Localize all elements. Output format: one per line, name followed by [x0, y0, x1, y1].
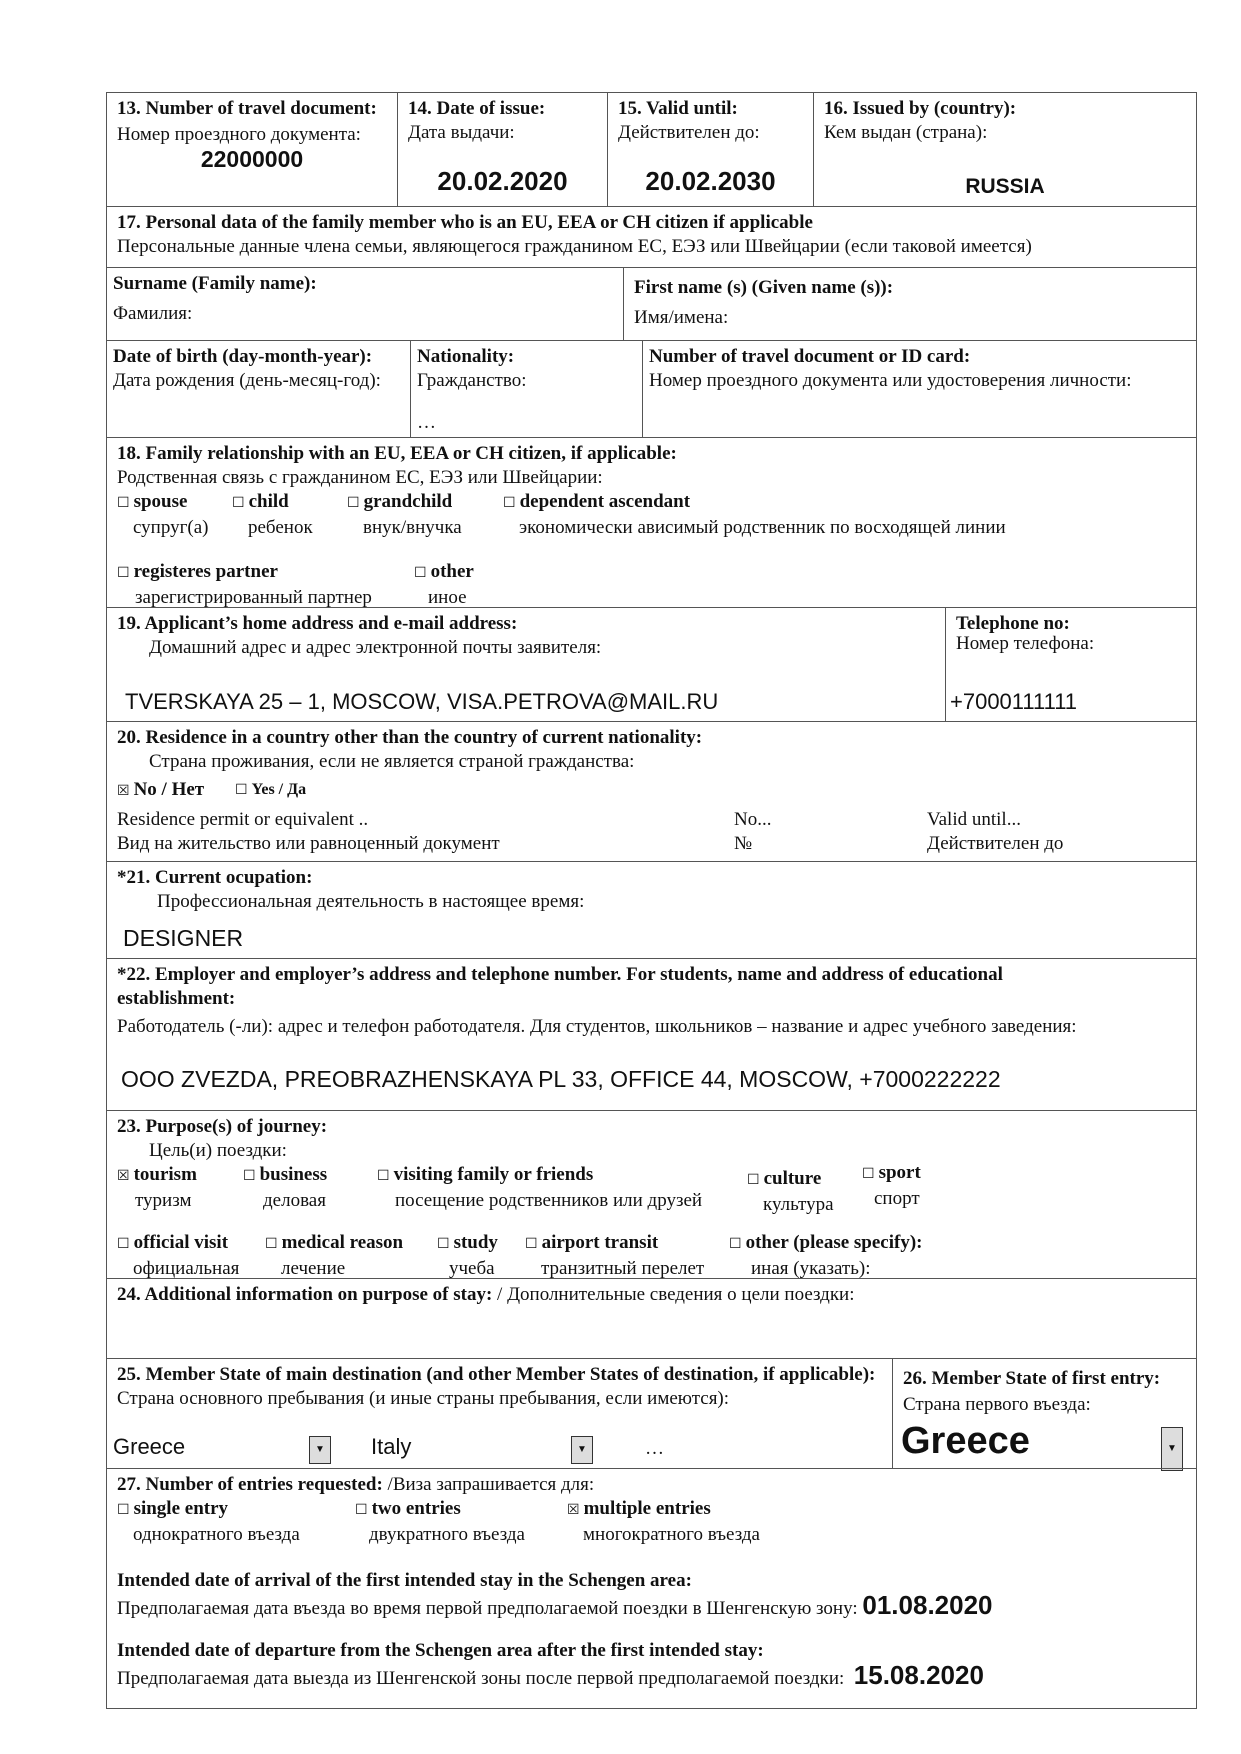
option-medical-reason[interactable] [265, 1231, 403, 1281]
label-ru: Действителен до [927, 833, 1064, 854]
label-en: *22. Employer and employer’s address and telephone number. For students, name and address of educational establishment: [117, 964, 1003, 1009]
checked-checkbox-icon[interactable]: ☒ [567, 1503, 580, 1518]
field-16-issued-by [813, 92, 1197, 207]
label-en: 14. Date of issue: [408, 98, 546, 119]
label-en: 16. Issued by (country): [824, 98, 1017, 119]
arrival-date-field [117, 1569, 993, 1621]
select-value: Italy [371, 1434, 412, 1459]
field-15-valid-until [607, 92, 814, 207]
label-en: Intended date of arrival of the first intended stay in the Schengen area: [117, 1570, 692, 1591]
checkbox-icon[interactable]: ☐ [117, 1237, 130, 1252]
telephone-value: +7000111111 [950, 689, 1078, 714]
label-ru: /Виза запрашивается для: [382, 1474, 595, 1495]
label-ru: Номер проездного документа или удостоверения личности: [649, 370, 1132, 391]
label-en: 17. Personal data of the family member who is an EU, EEA or CH citizen if applicable [117, 212, 813, 233]
destination-select-2[interactable] [371, 1435, 593, 1464]
checked-checkbox-icon[interactable]: ☒ [117, 1169, 130, 1184]
option-label: culture [763, 1168, 822, 1189]
field-19-address[interactable] [106, 607, 946, 722]
checkbox-icon[interactable]: ☐ [232, 496, 245, 511]
field-17-header [106, 206, 1197, 268]
option-registered-partner[interactable] [117, 560, 372, 610]
label-ru: Работодатель (-ли): адрес и телефон работодателя. Для студентов, школьников – название и адрес учебного заведения: [117, 1016, 1077, 1037]
field-19-telephone[interactable] [945, 607, 1197, 722]
option-label: dependent ascendant [519, 491, 691, 512]
option-visiting-family[interactable] [377, 1163, 702, 1213]
label-en: Nationality: [417, 346, 515, 367]
select-value: Greece [113, 1434, 186, 1459]
label-ru: Профессиональная деятельность в настоящее время: [157, 891, 585, 912]
field-18-family-relationship [106, 437, 1197, 608]
nationality-value: … [417, 412, 436, 433]
label-en: No... [734, 809, 772, 830]
option-airport-transit[interactable] [525, 1231, 704, 1281]
label-en: Number of travel document or ID card: [649, 346, 971, 367]
field-17-surname[interactable] [106, 267, 624, 341]
option-label: Yes / Да [251, 781, 307, 798]
label-ru: Дата выдачи: [408, 122, 515, 143]
option-label-ru: супруг(а) [133, 517, 209, 538]
option-label: other (please specify): [745, 1232, 923, 1253]
checkbox-icon[interactable]: ☐ [117, 496, 130, 511]
option-label: tourism [133, 1164, 197, 1185]
checkbox-icon[interactable]: ☐ [747, 1173, 760, 1188]
field-13-travel-document [106, 92, 398, 207]
dropdown-arrow-icon[interactable]: ▼ [1161, 1427, 1183, 1471]
option-label-ru: двукратного въезда [369, 1524, 525, 1545]
occupation-value: DESIGNER [123, 925, 244, 951]
checkbox-icon[interactable]: ☐ [377, 1169, 390, 1184]
label-en: Valid until... [927, 809, 1021, 830]
option-tourism[interactable] [117, 1163, 197, 1213]
label-ru: Гражданство: [417, 370, 527, 391]
option-dependent-ascendant[interactable] [503, 490, 1006, 540]
option-label: sport [878, 1162, 921, 1183]
dropdown-arrow-icon[interactable]: ▼ [309, 1436, 331, 1464]
label-en: 13. Number of travel document: [117, 98, 377, 119]
checkbox-icon[interactable]: ☐ [414, 566, 427, 581]
option-no[interactable] [117, 778, 204, 804]
option-label: official visit [133, 1232, 229, 1253]
field-23-purpose [106, 1110, 1197, 1279]
option-label-ru: ребенок [248, 517, 313, 538]
label-en: 18. Family relationship with an EU, EEA or CH citizen, if applicable: [117, 443, 677, 464]
checkbox-icon[interactable]: ☐ [525, 1237, 538, 1252]
field-26-first-entry [892, 1358, 1197, 1469]
label-ru: Номер телефона: [956, 633, 1095, 654]
option-label-ru: лечение [281, 1258, 346, 1279]
option-label-ru: деловая [263, 1190, 326, 1211]
option-label: airport transit [541, 1232, 659, 1253]
option-business[interactable] [243, 1163, 327, 1213]
label-ru: Цель(и) поездки: [149, 1140, 287, 1161]
option-label-ru: иная (указать): [751, 1258, 871, 1279]
option-label: medical reason [281, 1232, 404, 1253]
option-label-ru: культура [763, 1194, 834, 1215]
checkbox-icon[interactable]: ☐ [347, 496, 360, 511]
dropdown-arrow-icon[interactable]: ▼ [571, 1436, 593, 1464]
option-sport[interactable] [862, 1161, 921, 1211]
option-label: spouse [133, 491, 188, 512]
label-en: *21. Current ocupation: [117, 867, 313, 888]
field-14-date-of-issue [397, 92, 608, 207]
label-en: Telephone no: [956, 613, 1070, 634]
permit-number-label [734, 808, 771, 856]
label-ru: Домашний адрес и адрес электронной почты заявителя: [149, 637, 602, 658]
checkbox-icon[interactable]: ☐ [265, 1237, 278, 1252]
permit-valid-label [927, 808, 1063, 856]
field-21-occupation[interactable] [106, 861, 1197, 959]
option-label-ru: официальная [133, 1258, 240, 1279]
checkbox-icon[interactable]: ☐ [243, 1169, 256, 1184]
option-label: visiting family or friends [393, 1164, 594, 1185]
checkbox-icon[interactable]: ☐ [729, 1237, 742, 1252]
label-ru: Вид на жительство или равноценный документ [117, 833, 500, 854]
label-ru: № [734, 833, 753, 854]
label-ru: Дата рождения (день-месяц-год): [113, 370, 381, 391]
option-label: registeres partner [133, 561, 278, 582]
arrival-date-value[interactable]: 01.08.2020 [862, 1590, 993, 1620]
label-ru: / Дополнительные сведения о цели поездки: [492, 1284, 855, 1305]
more-destinations: … [645, 1438, 664, 1459]
option-grandchild[interactable] [347, 490, 462, 540]
label-en: 19. Applicant’s home address and e-mail address: [117, 613, 518, 634]
permit-label [117, 808, 500, 856]
option-label-ru: учеба [449, 1258, 495, 1279]
date-of-issue-value[interactable]: 20.02.2020 [437, 166, 568, 196]
option-label-ru: внук/внучка [363, 517, 462, 538]
select-value: Greece [901, 1420, 1030, 1462]
field-20-residence [106, 721, 1197, 862]
label-en: 24. Additional information on purpose of stay: [117, 1284, 493, 1305]
option-label: child [248, 491, 289, 512]
label-en: Date of birth (day-month-year): [113, 346, 373, 367]
label-ru: Имя/имена: [634, 307, 729, 328]
label-en: 25. Member State of main destination (and other Member States of destination, if applicable): [117, 1364, 876, 1385]
field-22-employer[interactable] [106, 958, 1197, 1111]
option-official-visit[interactable] [117, 1231, 239, 1281]
issued-by-value[interactable]: RUSSIA [965, 175, 1045, 198]
option-label: two entries [371, 1498, 461, 1519]
option-multiple-entries[interactable] [567, 1497, 760, 1547]
option-other[interactable] [729, 1231, 923, 1281]
label-ru: Страна первого въезда: [903, 1394, 1091, 1415]
field-17-date-of-birth[interactable] [106, 340, 411, 438]
option-child[interactable] [232, 490, 313, 540]
departure-date-value[interactable]: 15.08.2020 [853, 1660, 984, 1690]
option-other[interactable] [414, 560, 474, 610]
option-label-ru: спорт [874, 1188, 920, 1209]
option-label: business [259, 1164, 328, 1185]
label-ru: Персональные данные члена семьи, являющегося гражданином ЕС, ЕЭЗ или Швейцарии (если таковой имеется) [117, 236, 1032, 257]
option-label: grandchild [363, 491, 453, 512]
option-label-ru: однократного въезда [133, 1524, 300, 1545]
label-ru: Кем выдан (страна): [824, 122, 988, 143]
option-yes[interactable] [235, 778, 306, 803]
address-value: TVERSKAYA 25 – 1, MOSCOW, VISA.PETROVA@MAIL.RU [125, 689, 719, 714]
label-ru: Страна основного пребывания (и иные страны пребывания, если имеются): [117, 1388, 730, 1409]
label-en: 23. Purpose(s) of journey: [117, 1116, 328, 1137]
label-ru: Номер проездного документа: [117, 124, 361, 145]
label-en: Residence permit or equivalent .. [117, 809, 369, 830]
option-label: multiple entries [583, 1498, 711, 1519]
option-label-ru: посещение родственников или друзей [395, 1190, 703, 1211]
label-ru: Страна проживания, если не является страной гражданства: [149, 751, 635, 772]
travel-document-number[interactable]: 22000000 [200, 146, 304, 172]
option-two-entries[interactable] [355, 1497, 525, 1547]
label-en: 26. Member State of first entry: [903, 1368, 1161, 1389]
label-ru: Предполагаемая дата въезда во время первой предполагаемой поездки в Шенгенскую зону: [117, 1598, 858, 1619]
option-label-ru: экономически ависимый родственник по восходящей линии [519, 517, 1006, 538]
checkbox-icon[interactable]: ☐ [503, 496, 516, 511]
label-en: 15. Valid until: [618, 98, 738, 119]
label-en: First name (s) (Given name (s)): [634, 277, 894, 298]
checked-checkbox-icon[interactable]: ☒ [117, 784, 130, 799]
checkbox-icon[interactable]: ☐ [235, 783, 248, 798]
label-en: Surname (Family name): [113, 273, 317, 294]
option-label-ru: иное [428, 587, 467, 608]
field-17-document-number[interactable] [642, 340, 1197, 438]
field-27-entries [106, 1468, 1197, 1709]
checkbox-icon[interactable]: ☐ [862, 1167, 875, 1182]
option-single-entry[interactable] [117, 1497, 300, 1547]
option-label: No / Нет [133, 779, 205, 800]
option-label: single entry [133, 1498, 229, 1519]
label-en: Intended date of departure from the Schengen area after the first intended stay: [117, 1640, 764, 1661]
option-label: study [453, 1232, 498, 1253]
departure-date-field [117, 1639, 984, 1691]
checkbox-icon[interactable]: ☐ [117, 566, 130, 581]
field-17-first-name[interactable] [623, 267, 1197, 341]
field-17-nationality[interactable] [410, 340, 643, 438]
option-study[interactable] [437, 1231, 498, 1281]
option-label: other [430, 561, 474, 582]
label-ru: Предполагаемая дата выезда из Шенгенской зоны после первой предполагаемой поездки: [117, 1668, 845, 1689]
option-culture[interactable] [747, 1167, 834, 1217]
destination-select-1[interactable] [113, 1435, 331, 1464]
field-24-additional-info[interactable] [106, 1278, 1197, 1359]
valid-until-value[interactable]: 20.02.2030 [645, 166, 776, 196]
option-label-ru: зарегистрированный партнер [135, 587, 372, 608]
label-ru: Родственная связь с гражданином ЕС, ЕЭЗ или Швейцарии: [117, 467, 603, 488]
option-label-ru: многократного въезда [583, 1524, 760, 1545]
checkbox-icon[interactable]: ☐ [437, 1237, 450, 1252]
first-entry-select[interactable] [901, 1421, 1183, 1471]
option-label-ru: туризм [135, 1190, 192, 1211]
label-en: 20. Residence in a country other than the country of current nationality: [117, 727, 703, 748]
employer-value: OOO ZVEZDA, PREOBRAZHENSKAYA PL 33, OFFICE 44, MOSCOW, +7000222222 [121, 1066, 1001, 1092]
checkbox-icon[interactable]: ☐ [355, 1503, 368, 1518]
label-ru: Действителен до: [618, 122, 760, 143]
field-25-main-destination [106, 1358, 893, 1469]
label-en: 27. Number of entries requested: [117, 1474, 383, 1495]
option-label-ru: транзитный перелет [541, 1258, 705, 1279]
label-ru: Фамилия: [113, 303, 193, 324]
checkbox-icon[interactable]: ☐ [117, 1503, 130, 1518]
option-spouse[interactable] [117, 490, 208, 540]
